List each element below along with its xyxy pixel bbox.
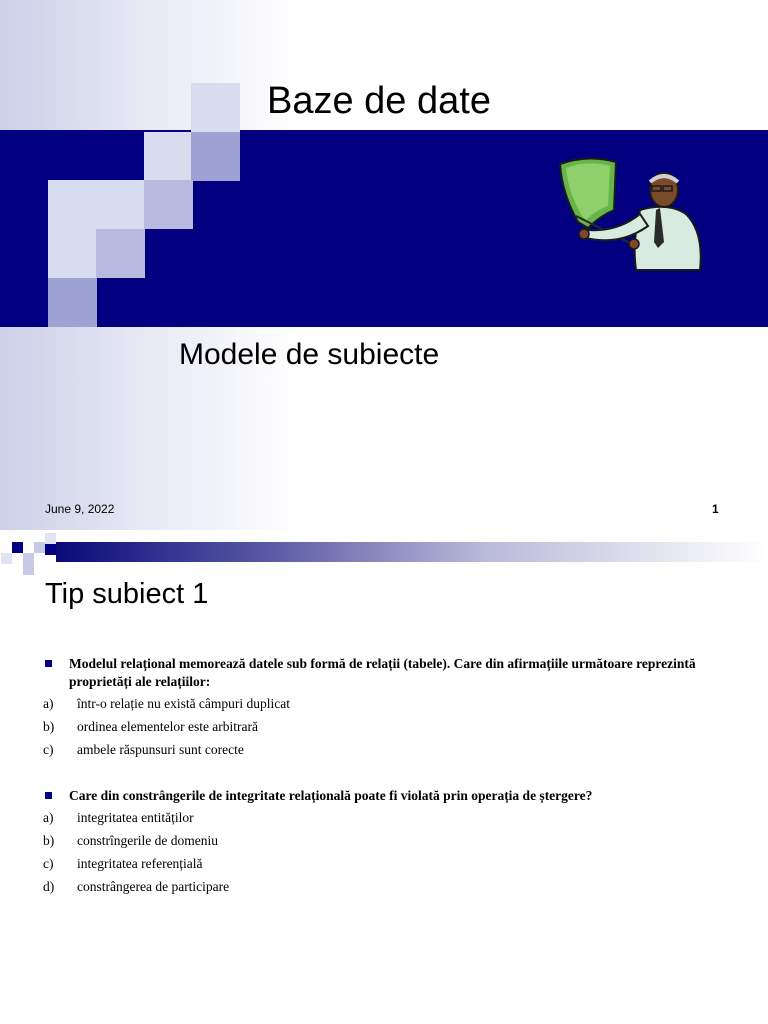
option-text: constrîngerile de domeniu [77, 833, 218, 848]
option-letter: a) [43, 810, 54, 825]
answer-option [43, 855, 735, 873]
decor-square [144, 180, 193, 229]
question-2 [45, 787, 735, 896]
decor-square [191, 83, 240, 132]
decor-square [23, 553, 34, 564]
question-1 [45, 655, 735, 759]
option-letter: d) [43, 879, 55, 894]
decor-square [191, 132, 240, 181]
option-text: integritatea referențială [77, 856, 203, 871]
option-letter: a) [43, 696, 54, 711]
answer-option [43, 878, 735, 896]
question-text: Care din constrângerile de integritate relațională poate fi violată prin operația de ștergere? [69, 788, 593, 803]
content-slide [0, 530, 768, 1024]
option-letter: c) [43, 856, 54, 871]
answer-option [43, 718, 735, 736]
option-letter: b) [43, 719, 55, 734]
bullet-icon [45, 792, 52, 799]
page-number: 1 [712, 502, 719, 516]
decor-square [144, 132, 193, 181]
answer-option [43, 832, 735, 850]
slide-title: Baze de date [267, 80, 491, 122]
decor-square [96, 229, 145, 278]
option-text: constrângerea de participare [77, 879, 230, 894]
decor-square [48, 180, 97, 229]
answer-option [43, 741, 735, 759]
option-text: integritatea entităților [77, 810, 194, 825]
decor-square [48, 229, 97, 278]
slide-subtitle: Modele de subiecte [179, 338, 440, 371]
presenter-with-screen-icon [548, 152, 713, 277]
option-text: într-o relație nu există câmpuri duplicat [77, 696, 291, 711]
decor-square [12, 542, 23, 553]
header-gradient-bar [56, 542, 768, 562]
bullet-icon [45, 660, 52, 667]
answer-option [43, 809, 735, 827]
question-text: Modelul relațional memorează datele sub formă de relații (tabele). Care din afirmațiile următoare reprezintă proprietăți ale relațiilor: [69, 656, 696, 689]
option-letter: c) [43, 742, 54, 757]
decor-square [45, 533, 56, 544]
option-text: ambele răspunsuri sunt corecte [77, 742, 244, 757]
decor-square [34, 542, 45, 553]
option-letter: b) [43, 833, 55, 848]
decor-square [45, 544, 56, 555]
slide-date: June 9, 2022 [45, 502, 115, 516]
decor-square [96, 180, 145, 229]
decor-square [48, 278, 97, 327]
decor-square [23, 564, 34, 575]
slide-title: Tip subiect 1 [45, 578, 209, 610]
option-text: ordinea elementelor este arbitrară [77, 719, 259, 734]
answer-option [43, 695, 735, 713]
decor-square [1, 553, 12, 564]
